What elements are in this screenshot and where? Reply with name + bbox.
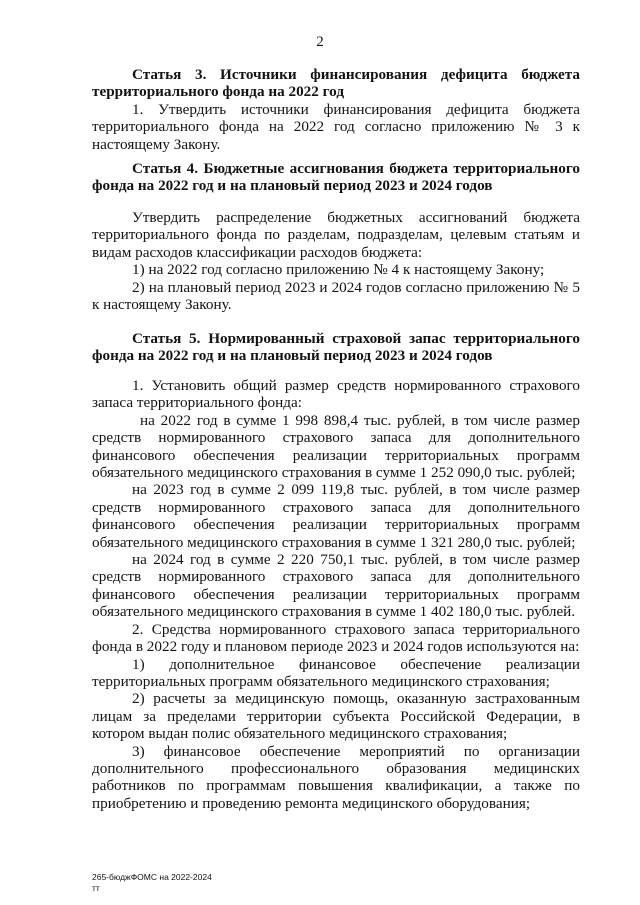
article-5-subitem-3: 3) финансовое обеспечение мероприятий по организации дополнительного профессионального образования медицинских работников по программам повышения квалификации, а также по приобретению и проведению ремонта медицинского оборудования;	[92, 742, 580, 812]
article-5-subitem-1: 1) дополнительное финансовое обеспечение реализации территориальных программ обязательного медицинского страхования;	[92, 655, 580, 690]
article-5-year-2022: на 2022 год в сумме 1 998 898,4 тыс. рублей, в том числе размер средств нормированного страхового запаса для дополнительного финансового обеспечения реализации территориальных программ обязательного медицинского страхования в сумме 1 252 090,0 тыс. рублей;	[92, 411, 580, 482]
document-footer	[92, 872, 212, 894]
article-5-year-2023: на 2023 год в сумме 2 099 119,8 тыс. рублей, в том числе размер средств нормированного страхового запаса для дополнительного финансового обеспечения реализации территориальных программ обязательного медицинского страхования в сумме 1 321 280,0 тыс. рублей;	[92, 481, 580, 551]
article-3	[92, 66, 580, 153]
article-4-intro: Утвердить распределение бюджетных ассигнований бюджета территориального фонда по разделам, подразделам, целевым статьям и видам расходов классификации расходов бюджета:	[92, 209, 580, 261]
page-number: 2	[316, 34, 324, 50]
footer-initials: тт	[92, 883, 100, 893]
article-5-year-2024: на 2024 год в сумме 2 220 750,1 тыс. рублей, в том числе размер средств нормированного страхового запаса для дополнительного финансового обеспечения реализации территориальных программ обязательного медицинского страхования в сумме 1 402 180,0 тыс. рублей.	[92, 551, 580, 621]
article-5-paragraph-1: 1. Установить общий размер средств нормированного страхового запаса территориального фонда:	[92, 377, 580, 412]
article-4-item-1: 1) на 2022 год согласно приложению № 4 к настоящему Закону;	[132, 261, 545, 279]
article-4-item-2: 2) на плановый период 2023 и 2024 годов согласно приложению № 5 к настоящему Закону.	[92, 278, 580, 314]
article-5-body	[92, 377, 580, 812]
article-3-paragraph-1: 1. Утвердить источники финансирования дефицита бюджета территориального фонда на 2022 год согласно приложению № 3 к настоящему Закону.	[92, 100, 580, 153]
article-4-heading: Статья 4. Бюджетные ассигнования бюджета территориального фонда на 2022 год и на плановый период 2023 и 2024 годов	[92, 160, 580, 195]
article-4-body	[92, 209, 580, 313]
article-5-heading: Статья 5. Нормированный страховой запас территориального фонда на 2022 год и на плановый период 2023 и 2024 годов	[92, 330, 580, 365]
article-3-heading: Статья 3. Источники финансирования дефицита бюджета территориального фонда на 2022 год	[92, 66, 580, 101]
footer-file-reference: 265-бюджФОМС на 2022-2024	[92, 872, 212, 882]
article-4	[92, 160, 580, 195]
article-5-paragraph-2: 2. Средства нормированного страхового запаса территориального фонда в 2022 году и плановом периоде 2023 и 2024 годов используются на:	[92, 620, 580, 656]
article-5-subitem-2: 2) расчеты за медицинскую помощь, оказанную застрахованным лицам за пределами территории субъекта Российской Федерации, в котором выдан полис обязательного медицинского страхования;	[92, 690, 580, 743]
article-5	[92, 330, 580, 365]
